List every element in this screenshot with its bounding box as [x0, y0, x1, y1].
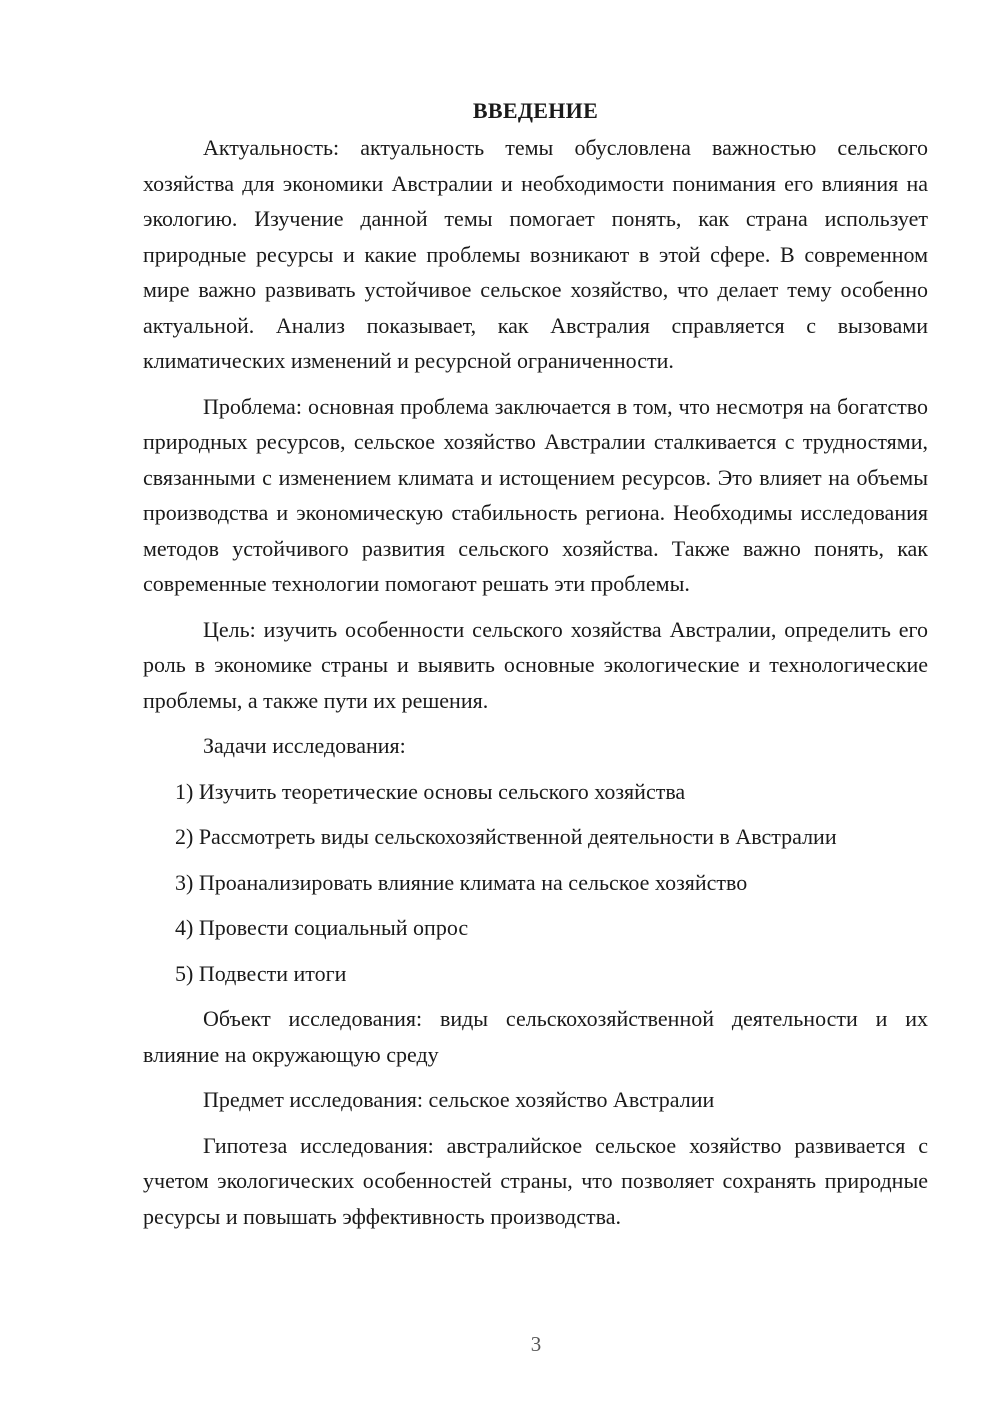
- task-item-4: 4) Провести социальный опрос: [175, 915, 469, 940]
- paragraph-relevance: Актуальность: актуальность темы обусловлена важностью сельского хозяйства для экономики Австралии и необходимости понимания его влияния на экологию. Изучение данной темы помогает понять, как страна использует природные ресурсы и какие проблемы возникают в этой сфере. В современном мире важно развивать устойчивое сельское хозяйство, что делает тему особенно актуальной. Анализ показывает, как Австралия справляется с вызовами климатических изменений и ресурсной ограниченности.: [143, 135, 928, 373]
- paragraph-goal: Цель: изучить особенности сельского хозяйства Австралии, определить его роль в экономике страны и выявить основные экологические и технологические проблемы, а также пути их решения.: [143, 616, 928, 713]
- page-number: 3: [530, 1332, 542, 1356]
- tasks-heading: Задачи исследования:: [203, 733, 406, 758]
- section-title: ВВЕДЕНИЕ: [472, 98, 599, 123]
- tasks-list: [143, 774, 928, 992]
- paragraph-object: Объект исследования: виды сельскохозяйственной деятельности и их влияние на окружающую среду: [143, 1006, 928, 1067]
- task-item-5: 5) Подвести итоги: [175, 960, 347, 986]
- task-item-2: 2) Рассмотреть виды сельскохозяйственной деятельности в Австралии: [175, 824, 837, 849]
- paragraph-subject: Предмет исследования: сельское хозяйство Австралии: [203, 1087, 715, 1112]
- task-item-3: 3) Проанализировать влияние климата на сельское хозяйство: [175, 869, 748, 895]
- paragraph-problem: Проблема: основная проблема заключается в том, что несмотря на богатство природных ресурсов, сельское хозяйство Австралии сталкивается с трудностями, связанными с изменением климата и истощением ресурсов. Это влияет на объемы производства и экономическую стабильность региона. Необходимы исследования методов устойчивого развития сельского хозяйства. Также важно понять, как современные технологии помогают решать эти проблемы.: [143, 393, 928, 596]
- document-page: [143, 96, 928, 1244]
- paragraph-hypothesis: Гипотеза исследования: австралийское сельское хозяйство развивается с учетом экологических особенностей страны, что позволяет сохранять природные ресурсы и повышать эффективность производства.: [143, 1132, 928, 1229]
- task-item-1: 1) Изучить теоретические основы сельского хозяйства: [175, 778, 686, 804]
